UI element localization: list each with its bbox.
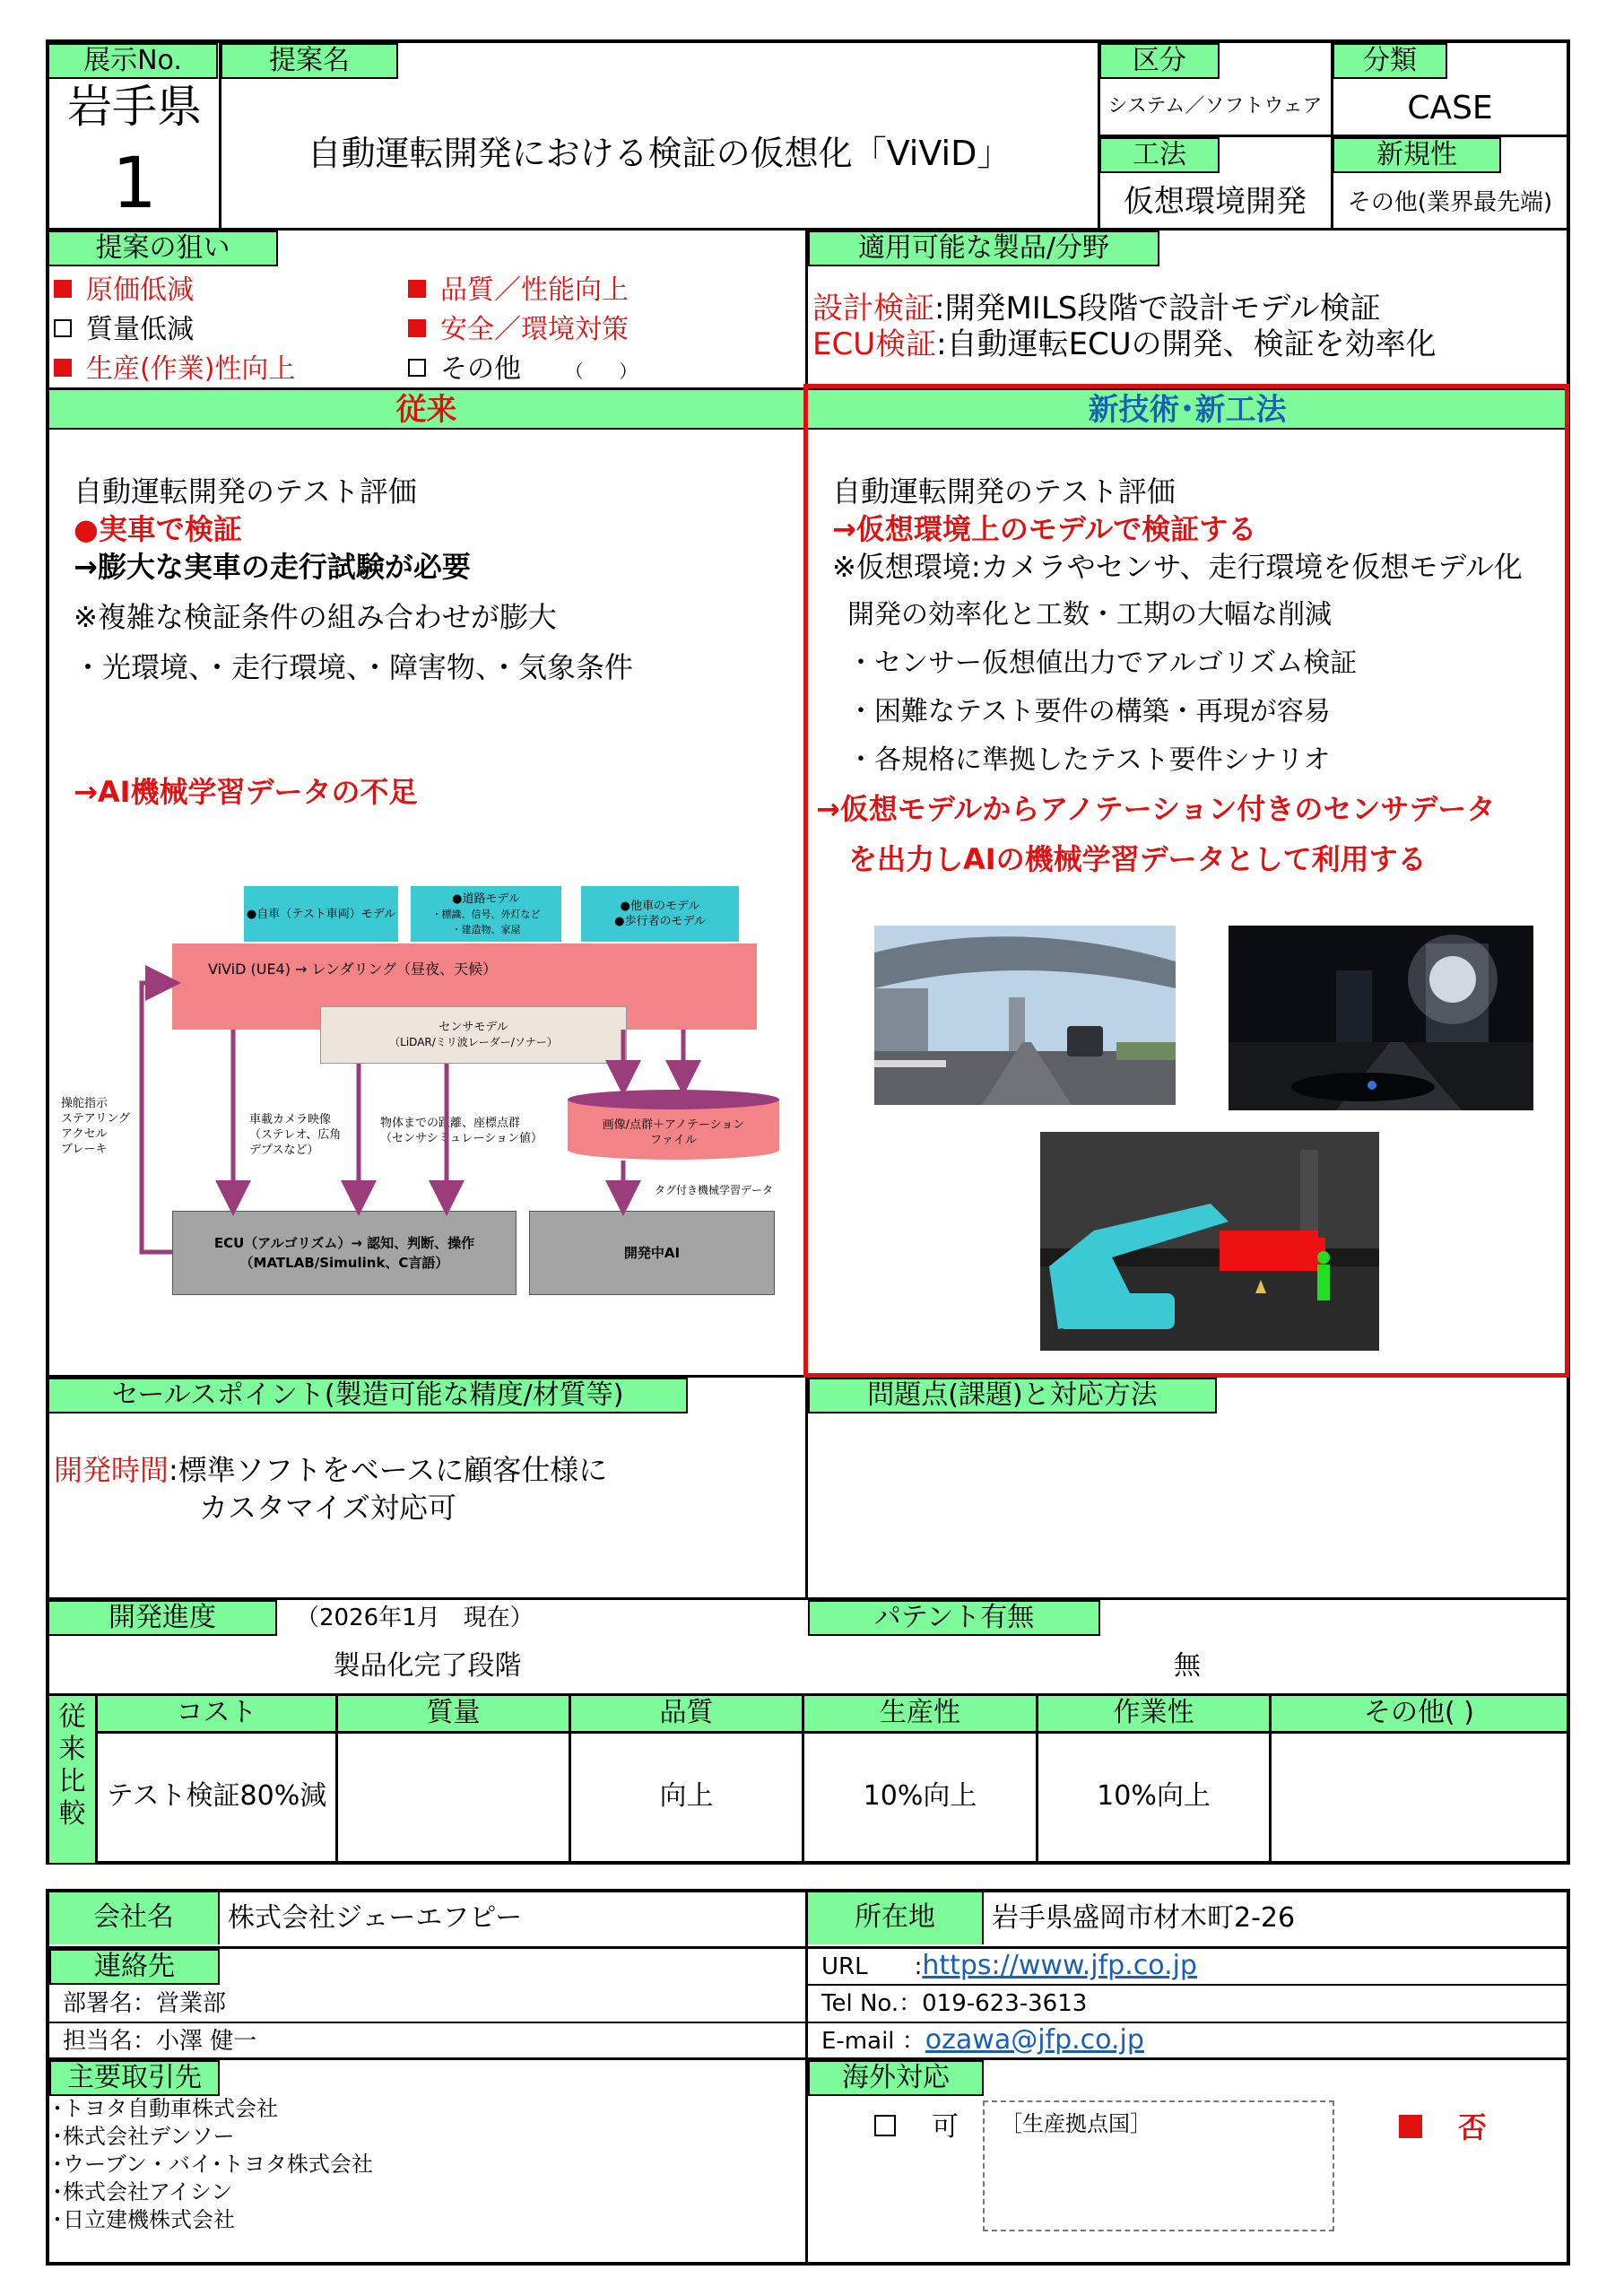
diagram-ai-box: 開発中AI (529, 1211, 775, 1295)
annotation-segmentation-image (1040, 1132, 1379, 1351)
category-value: システム／ソフトウェア (1107, 95, 1323, 117)
client-item: ･トヨタ自動車株式会社 (52, 2096, 278, 2121)
client-item: ･株式会社アイシン (52, 2179, 233, 2205)
conventional-line: ※複雑な検証条件の組み合わせが膨大 (74, 600, 557, 634)
aim-item (54, 271, 194, 310)
client-item: ･日立建機株式会社 (52, 2207, 235, 2232)
newtech-line: ・困難なテスト要件の構築・再現が容易 (847, 696, 1331, 727)
selling-point-line-1 (54, 1451, 607, 1489)
clients-list (52, 2095, 373, 2234)
email-row (821, 2023, 1144, 2058)
company-name-label: 会社名 (49, 1892, 220, 1944)
diagram-label: ECU（アルゴリズム）→ 認知、判断、操作 (213, 1235, 475, 1251)
selling-point-line-2: カスタマイズ対応可 (199, 1491, 457, 1525)
conventional-line: 自動運転開発のテスト評価 (74, 474, 417, 509)
classification-label: 分類 (1333, 43, 1447, 79)
production-base-label: ［生産拠点国］ (1001, 2111, 1151, 2136)
issues-label: 問題点(課題)と対応方法 (808, 1378, 1217, 1413)
comparison-value: 10%向上 (1097, 1780, 1211, 1812)
applicable-line-2 (812, 325, 1437, 364)
comparison-header: 生産性 (804, 1696, 1036, 1731)
comparison-side-label (49, 1696, 98, 1863)
aim-item (408, 310, 629, 350)
diagram-other-vehicle-model: ●他車のモデル (620, 900, 700, 913)
newtech-line: ・センサー仮想値出力でアルゴリズム検証 (847, 648, 1358, 679)
production-base-box (983, 2100, 1334, 2231)
diagram-label: 操舵指示 (61, 1097, 109, 1110)
website-link[interactable]: https://www.jfp.co.jp (922, 1950, 1197, 1981)
patent-value: 無 (1174, 1650, 1201, 1682)
company-line-thin (48, 2022, 1568, 2023)
diagram-pedestrian-model: ●歩行者のモデル (614, 915, 706, 928)
telephone: Tel No.：019-623-3613 (821, 1990, 1088, 2017)
contact-label: 連絡先 (49, 1949, 220, 1985)
diagram-label: デプスなど） (249, 1144, 319, 1157)
selling-text: :標準ソフトをベースに顧客仕様に (169, 1453, 608, 1487)
url-label: URL : (821, 1953, 923, 1980)
company-name: 株式会社ジェーエフピー (228, 1902, 523, 1934)
method-label: 工法 (1099, 137, 1220, 173)
diagram-sensor-sub: （LiDAR/ミリ波レーダー/ソナー） (389, 1036, 558, 1048)
conventional-line: ・光環境、・走行環境、・障害物、・気象条件 (74, 650, 634, 684)
prefecture: 岩手県 (67, 81, 202, 133)
address: 岩手県盛岡市材木町2-26 (992, 1902, 1296, 1934)
comparison-header: 品質 (571, 1696, 802, 1731)
virtual-road-night-image (1229, 926, 1533, 1110)
checkbox-checked-icon (408, 319, 426, 337)
aim-item (408, 271, 629, 310)
newtech-line: →仮想モデルからアノテーション付きのセンサデータ (816, 792, 1496, 826)
diagram-road-model-title: ●道路モデル (452, 891, 520, 906)
newtech-line: 開発の効率化と工数・工期の大幅な削減 (847, 599, 1332, 631)
newtech-line: ※仮想環境:カメラやセンサ、走行環境を仮想モデル化 (832, 550, 1523, 584)
aim-item (408, 350, 638, 391)
newtech-line: を出力しAIの機械学習データとして利用する (848, 842, 1427, 876)
aim-other-paren: （ ） (565, 361, 638, 382)
checkbox-checked-icon (408, 280, 426, 298)
diagram-label: アクセル (61, 1127, 108, 1141)
diagram-sensor-title: センサモデル (438, 1021, 508, 1034)
overseas-yes-label: 可 (932, 2111, 959, 2143)
applicable-text-ecu: :自動運転ECUの開発、検証を効率化 (936, 326, 1437, 362)
comparison-col-productivity (804, 1696, 1038, 1863)
diagram-arrows (135, 933, 798, 1309)
comparison-value: 向上 (659, 1780, 714, 1812)
address-label: 所在地 (808, 1892, 984, 1944)
diagram-label: （センサシミュレーション値） (380, 1132, 543, 1145)
applicable-text-design: :開発MILS段階で設計モデル検証 (934, 291, 1381, 326)
email-label: E-mail ： (821, 2028, 925, 2055)
newtech-line: ・各規格に準拠したテスト要件シナリオ (847, 744, 1331, 776)
progress-label: 開発進度 (48, 1600, 277, 1636)
comparison-col-weight (338, 1696, 571, 1863)
conventional-header: 従来 (49, 390, 803, 430)
client-item: ･ウーブン・バイ･トヨタ株式会社 (52, 2152, 373, 2177)
proposal-label: 提案名 (221, 43, 398, 79)
progress-value: 製品化完了段階 (333, 1650, 522, 1682)
patent-label: パテント有無 (808, 1600, 1100, 1636)
virtual-road-daytime-image (874, 926, 1176, 1105)
conventional-line: ●実車で検証 (74, 512, 242, 546)
aim-safety: 安全／環境対策 (440, 314, 629, 345)
overseas-no-label: 否 (1458, 2110, 1488, 2144)
checkbox-checked-icon (1399, 2115, 1422, 2138)
aim-item (54, 310, 194, 350)
company-line-thin (807, 1984, 1568, 1986)
checkbox-unchecked-icon (874, 2115, 896, 2136)
selling-key: 開発時間 (54, 1453, 169, 1487)
comparison-col-quality (571, 1696, 804, 1863)
checkbox-unchecked-icon (54, 319, 72, 337)
applicable-key-ecu: ECU検証 (812, 326, 937, 362)
diagram-label: ブレーキ (61, 1143, 108, 1156)
newtech-line: →仮想環境上のモデルで検証する (832, 512, 1257, 546)
diagram-ego-vehicle-model: ●自車（テスト車両）モデル (244, 886, 398, 942)
aim-item (54, 350, 295, 389)
diagram-label: （ステレオ、広角 (249, 1128, 342, 1142)
exhibit-number: 1 (112, 144, 157, 224)
aim-weight: 質量低減 (86, 314, 194, 345)
novelty-value: その他(業界最先端) (1347, 189, 1553, 216)
url-row (821, 1950, 1197, 1983)
checkbox-checked-icon (54, 359, 72, 377)
email-link[interactable]: ozawa@jfp.co.jp (925, 2024, 1144, 2056)
proposal-title: 自動運転開発における検証の仮想化「ViViD」 (307, 134, 1012, 173)
department: 部署名：営業部 (63, 1990, 227, 2017)
comparison-header: その他( ) (1272, 1696, 1567, 1731)
overseas-no (1399, 2109, 1487, 2145)
comparison-col-other (1272, 1696, 1567, 1863)
exhibit-label: 展示No. (48, 43, 218, 79)
progress-date: （2026年1月 現在） (296, 1605, 534, 1631)
comparison-side-text: 従来比較 (58, 1701, 86, 1830)
diagram-label: ファイル (650, 1134, 697, 1147)
checkbox-unchecked-icon (408, 359, 426, 377)
diagram-road-model-sub: ・建造物、家屋 (451, 923, 521, 935)
selling-point-label: セールスポイント(製造可能な精度/材質等) (48, 1378, 688, 1413)
overseas-label: 海外対応 (808, 2060, 984, 2096)
novelty-label: 新規性 (1333, 137, 1501, 173)
comparison-header: コスト (98, 1696, 335, 1731)
newtech-header: 新技術･新工法 (808, 390, 1567, 430)
applicable-label: 適用可能な製品/分野 (808, 230, 1159, 266)
applicable-key-design: 設計検証 (812, 291, 934, 326)
comparison-value: 10%向上 (863, 1780, 977, 1812)
diagram-control-label (61, 1096, 130, 1157)
diagram-tagged-label: タグ付き機械学習データ (655, 1184, 774, 1196)
client-item: ･株式会社デンソー (52, 2124, 235, 2149)
company-line (48, 1946, 1568, 1949)
diagram-vivid-renderer: ViViD (UE4) → レンダリング（昼夜、天候） (172, 944, 757, 1030)
diagram-label: 画像/点群＋アノテーション (602, 1118, 745, 1132)
conventional-line: →AI機械学習データの不足 (74, 775, 418, 809)
applicable-line-1 (812, 289, 1381, 328)
aim-cost-reduction: 原価低減 (86, 274, 194, 306)
comparison-col-cost (98, 1696, 338, 1863)
comparison-value: テスト検証80%減 (106, 1780, 327, 1812)
diagram-label: 車載カメラ映像 (249, 1113, 332, 1126)
aim-productivity: 生産(作業)性向上 (86, 353, 296, 385)
aim-quality: 品質／性能向上 (440, 274, 629, 306)
diagram-road-model-sub: ・標識、信号、外灯など (431, 908, 541, 920)
diagram-label: 物体までの距離、座標点群 (380, 1117, 521, 1130)
aims-label: 提案の狙い (48, 230, 278, 266)
checkbox-checked-icon (54, 280, 72, 298)
comparison-header: 質量 (338, 1696, 569, 1731)
category-label: 区分 (1099, 43, 1220, 79)
classification-value: CASE (1407, 90, 1493, 126)
diagram-label: ステアリング (61, 1112, 130, 1126)
overseas-yes (874, 2109, 959, 2145)
conventional-line: →膨大な実車の走行試験が必要 (74, 550, 471, 584)
clients-label: 主要取引先 (49, 2060, 220, 2096)
method-value: 仮想環境開発 (1124, 184, 1307, 220)
aim-other: その他 (440, 353, 521, 385)
diagram-label: （MATLAB/Simulink、C言語） (239, 1255, 449, 1271)
person-in-charge: 担当名：小澤 健一 (63, 2028, 257, 2055)
comparison-header: 作業性 (1038, 1696, 1269, 1731)
comparison-col-workability (1038, 1696, 1272, 1863)
newtech-line: 自動運転開発のテスト評価 (832, 474, 1176, 509)
